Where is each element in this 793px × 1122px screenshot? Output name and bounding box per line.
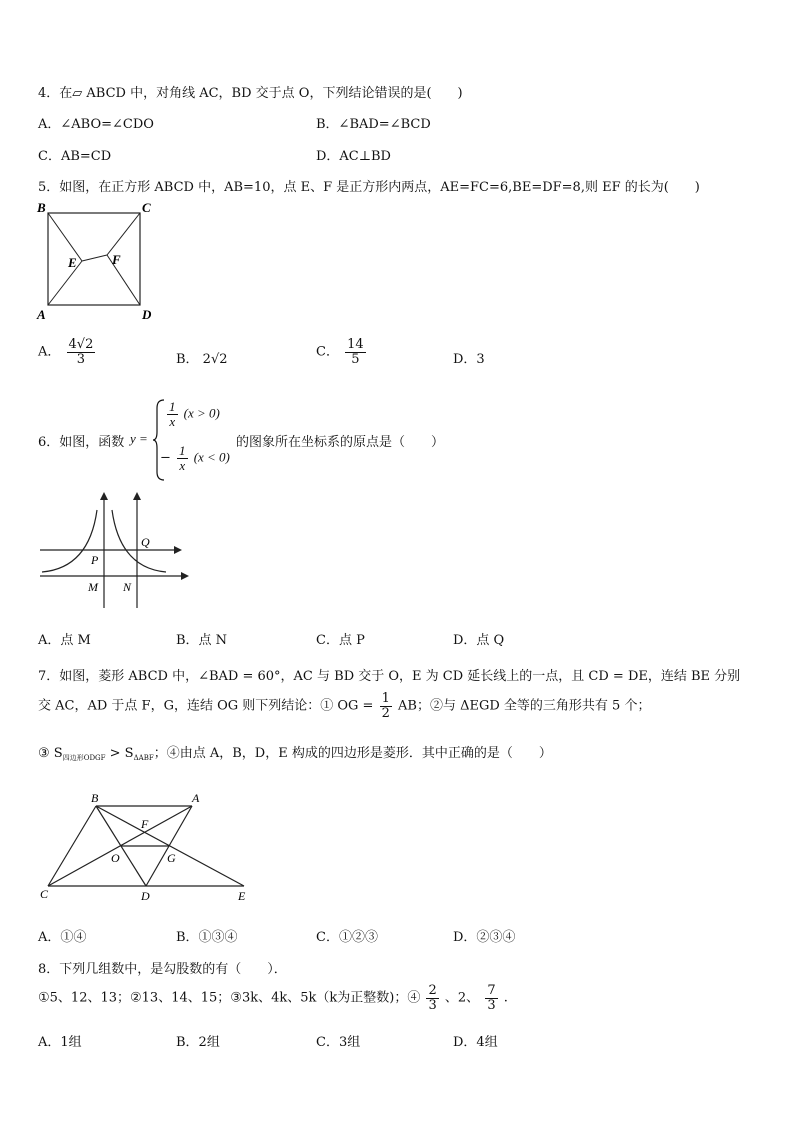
q6-stem-prefix: 6．如图，函数 xyxy=(38,435,125,450)
q8-option-b: B．2组 xyxy=(176,1035,220,1050)
q5-square-figure xyxy=(34,198,164,326)
label-n: N xyxy=(123,580,132,594)
q4-option-c: C．AB=CD xyxy=(38,149,112,164)
arrow-right-lower xyxy=(181,572,189,580)
q7-line-3-part-c: ；④由点 A，B，D，E 构成的四边形是菱形．其中正确的是（ ） xyxy=(153,746,552,761)
q6-piece-1 xyxy=(165,400,220,428)
q6-piece-2 xyxy=(160,444,230,472)
q5-option-c-denominator: 5 xyxy=(351,351,360,367)
q7-line-1: 7．如图，菱形 ABCD 中，∠BAD = 60°，AC 与 BD 交于 O，E 为 CD 延长线上的一点，且 CD = DE，连结 BE 分别 xyxy=(38,669,741,684)
q6-piece-2-denominator: x xyxy=(179,457,186,473)
q5-option-c-fraction xyxy=(345,338,366,366)
q7-option-d: D．②③④ xyxy=(453,930,516,945)
arrow-up-n xyxy=(133,492,141,500)
q8-separator: 、2、 xyxy=(444,990,480,1006)
label-c: C xyxy=(142,200,151,215)
q6-piece-1-fraction xyxy=(167,400,178,428)
label-q: Q xyxy=(141,535,150,549)
q7-option-a: A．①④ xyxy=(38,930,87,945)
q7-line-2-part-a: 交 AC，AD 于点 F，G，连结 OG 则下列结论：① OG = xyxy=(38,698,374,714)
q5-option-a-numerator: 4√2 xyxy=(68,337,94,352)
q6-piece-2-sign: − xyxy=(160,450,171,466)
q8-option-c: C．3组 xyxy=(316,1035,361,1050)
q8-option-a: A．1组 xyxy=(38,1035,82,1050)
q8-line-2 xyxy=(38,984,508,1012)
label-f: F xyxy=(112,252,121,267)
q6-y-equals: y = xyxy=(130,431,148,446)
segment-ef xyxy=(82,255,107,261)
q5-option-c-numerator: 14 xyxy=(347,337,364,352)
q8-option-d: D．4组 xyxy=(453,1035,498,1050)
q8-fraction-1-denominator: 3 xyxy=(428,997,437,1013)
q7-subscript-quad: 四边形ODGF xyxy=(62,754,106,762)
label-e: E xyxy=(68,255,77,270)
q8-end-period: . xyxy=(503,990,508,1006)
arrow-right-upper xyxy=(174,546,182,554)
q5-option-a-prefix: A． xyxy=(38,344,61,360)
q7-option-b: B．①③④ xyxy=(176,930,238,945)
q8-line-2-part-a: ①5、12、13；②13、14、15；③3k、4k、5k（k为正整数)；④ xyxy=(38,990,421,1006)
q6-piece-1-numerator: 1 xyxy=(169,399,176,414)
label-c: C xyxy=(40,887,49,901)
q8-fraction-2 xyxy=(485,984,497,1012)
q7-line-3 xyxy=(38,742,552,763)
q6-piece-2-numerator: 1 xyxy=(179,443,186,458)
q5-option-c xyxy=(316,338,368,366)
q5-option-a-fraction xyxy=(67,338,96,366)
q4-option-b: B．∠BAD=∠BCD xyxy=(316,117,431,132)
q7-line-2-part-b: AB；②与 ΔEGD 全等的三角形共有 5 个； xyxy=(398,698,651,714)
q4-option-d: D．AC⊥BD xyxy=(316,149,391,164)
label-f: F xyxy=(141,817,149,831)
segment-fc xyxy=(107,213,140,255)
q5-option-c-prefix: C． xyxy=(316,344,339,360)
arrow-up-m xyxy=(100,492,108,500)
label-b: B xyxy=(91,791,99,805)
q8-fraction-2-denominator: 3 xyxy=(487,997,496,1013)
label-b: B xyxy=(37,200,46,215)
q8-fraction-1 xyxy=(426,984,438,1012)
q6-option-a: A．点 M xyxy=(38,633,91,648)
label-a: A xyxy=(192,791,200,805)
q4-option-a: A．∠ABO=∠CDO xyxy=(38,117,154,132)
q6-piece-2-condition: (x < 0) xyxy=(193,449,230,465)
q5-option-d: D．3 xyxy=(453,352,485,367)
q7-option-c: C．①②③ xyxy=(316,930,378,945)
q6-piece-2-fraction xyxy=(177,444,188,472)
label-a: A xyxy=(37,307,46,322)
q7-line-3-part-b: > S xyxy=(105,746,134,761)
q7-half-denominator: 2 xyxy=(381,705,390,721)
q6-graph-figure xyxy=(34,490,194,610)
q8-fraction-2-numerator: 7 xyxy=(487,983,496,998)
label-g: G xyxy=(167,851,176,865)
q5-stem: 5．如图，在正方形 ABCD 中，AB=10，点 E、F 是正方形内两点，AE=FC=6,BE=DF=8,则 EF 的长为( ) xyxy=(38,180,700,195)
q5-option-b: B． 2√2 xyxy=(176,352,228,367)
q6-piece-1-denominator: x xyxy=(169,413,176,429)
q7-line-3-part-a: ③ S xyxy=(38,746,63,761)
q7-subscript-triangle: ΔABF xyxy=(133,754,154,762)
q6-stem-suffix: 的图象所在坐标系的原点是（ ） xyxy=(236,435,445,450)
q5-option-a xyxy=(38,338,97,366)
segment-ae xyxy=(48,261,82,305)
q4-stem: 4．在▱ ABCD 中，对角线 AC，BD 交于点 O，下列结论错误的是( ) xyxy=(38,86,463,101)
label-m: M xyxy=(88,580,98,594)
q7-line-2 xyxy=(38,692,650,720)
q7-rhombus-figure xyxy=(34,790,264,906)
q6-option-c: C．点 P xyxy=(316,633,365,648)
segment-bc xyxy=(48,806,96,886)
hyperbola-right-branch xyxy=(112,510,166,572)
q7-half-fraction xyxy=(380,692,392,720)
square-abcd xyxy=(48,213,140,305)
label-p: P xyxy=(91,553,99,567)
q6-piece-1-condition: (x > 0) xyxy=(183,405,220,421)
label-e: E xyxy=(238,889,246,903)
q8-stem: 8．下列几组数中，是勾股数的有（ ）． xyxy=(38,962,287,977)
segment-be xyxy=(48,213,82,261)
label-o: O xyxy=(111,851,120,865)
hyperbola-left-branch xyxy=(42,510,97,572)
q8-fraction-1-numerator: 2 xyxy=(428,983,437,998)
q7-half-numerator: 1 xyxy=(381,691,390,706)
q6-option-d: D．点 Q xyxy=(453,633,505,648)
label-d: D xyxy=(141,889,150,903)
q5-option-a-denominator: 3 xyxy=(76,351,86,367)
label-d: D xyxy=(142,307,152,322)
q6-option-b: B．点 N xyxy=(176,633,228,648)
